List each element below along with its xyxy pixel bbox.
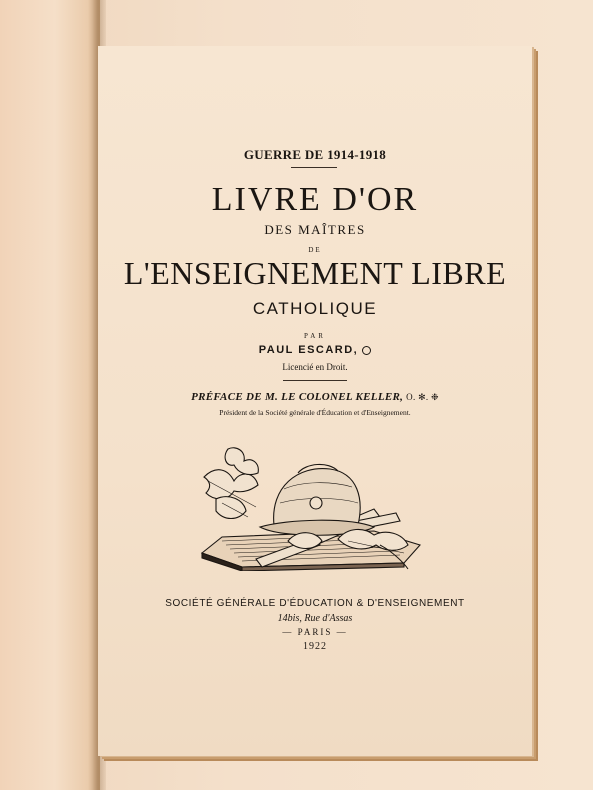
publisher-city: — PARIS — bbox=[282, 627, 348, 637]
author-name: PAUL ESCARD, bbox=[258, 344, 359, 356]
publication-year: 1922 bbox=[303, 641, 327, 652]
author-rule bbox=[283, 380, 347, 381]
preface-author-role: Président de la Société générale d'Éducation et d'Enseignement. bbox=[219, 408, 411, 417]
series-heading: GUERRE DE 1914-1918 bbox=[243, 147, 387, 162]
left-page-edge bbox=[0, 0, 100, 790]
main-title: L'ENSEIGNEMENT LIBRE bbox=[123, 255, 507, 291]
preface-honors: O. ✻. ❉ bbox=[406, 392, 439, 402]
series-rule bbox=[291, 167, 337, 168]
preface-text: PRÉFACE DE M. LE COLONEL KELLER, bbox=[191, 391, 404, 403]
helmet-cross-book-engraving bbox=[198, 441, 426, 571]
preface-line bbox=[98, 391, 532, 403]
author-line bbox=[98, 344, 532, 356]
publisher-name: SOCIÉTÉ GÉNÉRALE D'ÉDUCATION & D'ENSEIGNEMENT bbox=[165, 598, 465, 609]
book-title: LIVRE D'OR bbox=[211, 181, 419, 218]
title-page bbox=[98, 46, 532, 756]
by-label: PAR bbox=[304, 332, 326, 340]
author-degree: Licencié en Droit. bbox=[282, 362, 348, 372]
main-title-second-line: CATHOLIQUE bbox=[252, 299, 378, 318]
decoration-badge-icon bbox=[362, 346, 371, 355]
publisher-address: 14bis, Rue d'Assas bbox=[277, 613, 353, 624]
subtitle-connector: DE bbox=[308, 246, 322, 254]
subtitle-line: DES MAÎTRES bbox=[264, 222, 366, 237]
